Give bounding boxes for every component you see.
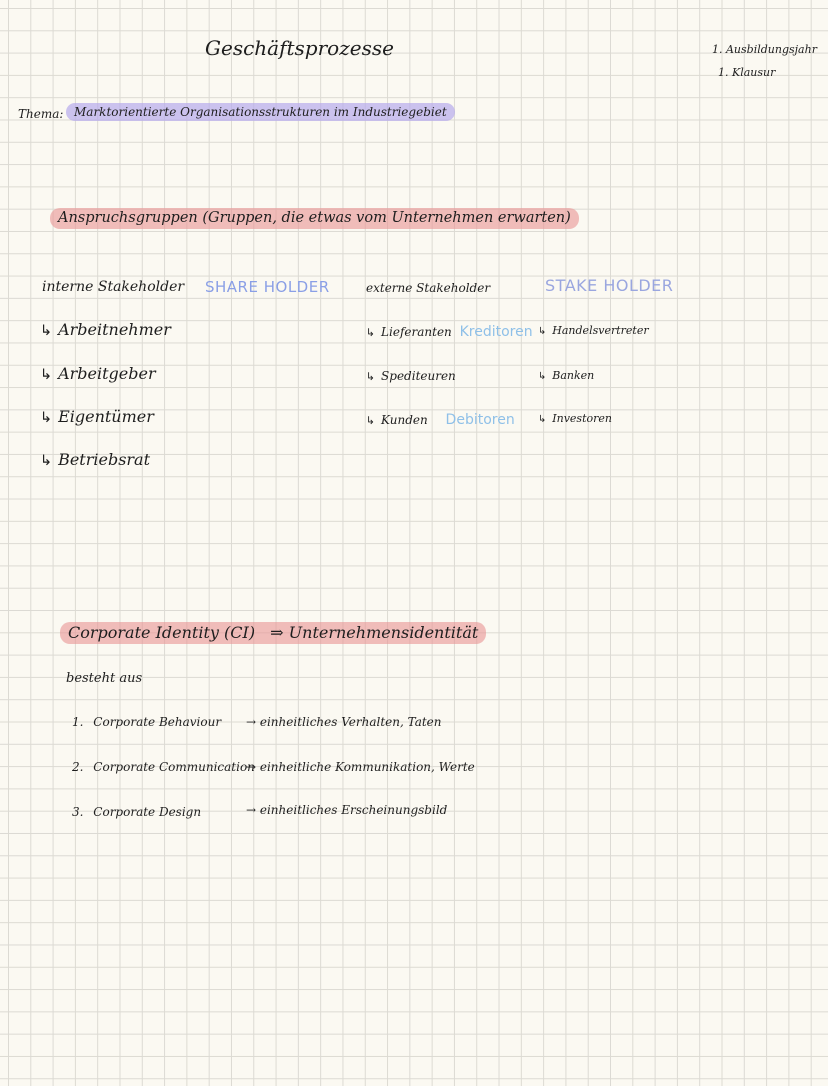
- arrow-icon: ↳: [40, 453, 53, 469]
- arrow-icon: ↳: [538, 326, 547, 337]
- ci-list-desc: → einheitliches Erscheinungsbild: [246, 803, 448, 817]
- shareholder-tag: SHARE HOLDER: [205, 278, 330, 296]
- arrow-icon: ↳: [538, 371, 547, 382]
- external-item: ↳ Spediteuren: [366, 369, 456, 383]
- page-title: Geschäftsprozesse: [205, 36, 394, 60]
- internal-item: ↳ Betriebsrat: [40, 450, 151, 469]
- intro-text: besteht aus: [66, 671, 143, 686]
- stakeholder-tag: STAKE HOLDER: [545, 276, 674, 295]
- external-item: ↳ Handelsvertreter: [538, 324, 649, 337]
- internal-stakeholder-title: interne Stakeholder: [42, 279, 185, 295]
- external-item: ↳ Lieferanten Kreditoren: [366, 324, 533, 340]
- debtor-note: Debitoren: [445, 412, 515, 428]
- internal-item: ↳ Arbeitgeber: [40, 364, 156, 383]
- corporate-identity-heading: Corporate Identity (CI) ⇒ Unternehmensidentität: [60, 622, 486, 644]
- corner-note-exam: 1. Klausur: [718, 66, 776, 79]
- external-item: ↳ Investoren: [538, 412, 612, 425]
- ci-list-desc: → einheitliches Verhalten, Taten: [246, 715, 442, 729]
- internal-item: ↳ Arbeitnehmer: [40, 320, 171, 339]
- arrow-icon: ↳: [40, 410, 53, 426]
- arrow-icon: ↳: [366, 370, 376, 383]
- topic-text: Marktorientierte Organisationsstrukturen im Industriegebiet: [66, 103, 455, 121]
- arrow-icon: ↳: [366, 326, 376, 339]
- external-item: ↳ Kunden Debitoren: [366, 412, 515, 428]
- corner-note-year: 1. Ausbildungsjahr: [712, 43, 817, 56]
- creditor-note: Kreditoren: [459, 324, 533, 340]
- arrow-icon: ↳: [40, 323, 53, 339]
- ci-list-item: 3. Corporate Design: [72, 805, 202, 819]
- external-item: ↳ Banken: [538, 369, 595, 382]
- internal-item: ↳ Eigentümer: [40, 407, 154, 426]
- ci-list-item: 1. Corporate Behaviour: [72, 715, 222, 729]
- ci-list-desc: → einheitliche Kommunikation, Werte: [246, 760, 475, 774]
- ci-list-item: 2. Corporate Communication: [72, 760, 255, 774]
- stakeholder-heading: Anspruchsgruppen (Gruppen, die etwas vom Unternehmen erwarten): [50, 208, 579, 229]
- arrow-icon: ↳: [366, 414, 376, 427]
- arrow-icon: ↳: [538, 414, 547, 425]
- topic-label: Thema:: [18, 107, 64, 121]
- arrow-icon: ↳: [40, 367, 53, 383]
- external-stakeholder-title: externe Stakeholder: [366, 281, 491, 295]
